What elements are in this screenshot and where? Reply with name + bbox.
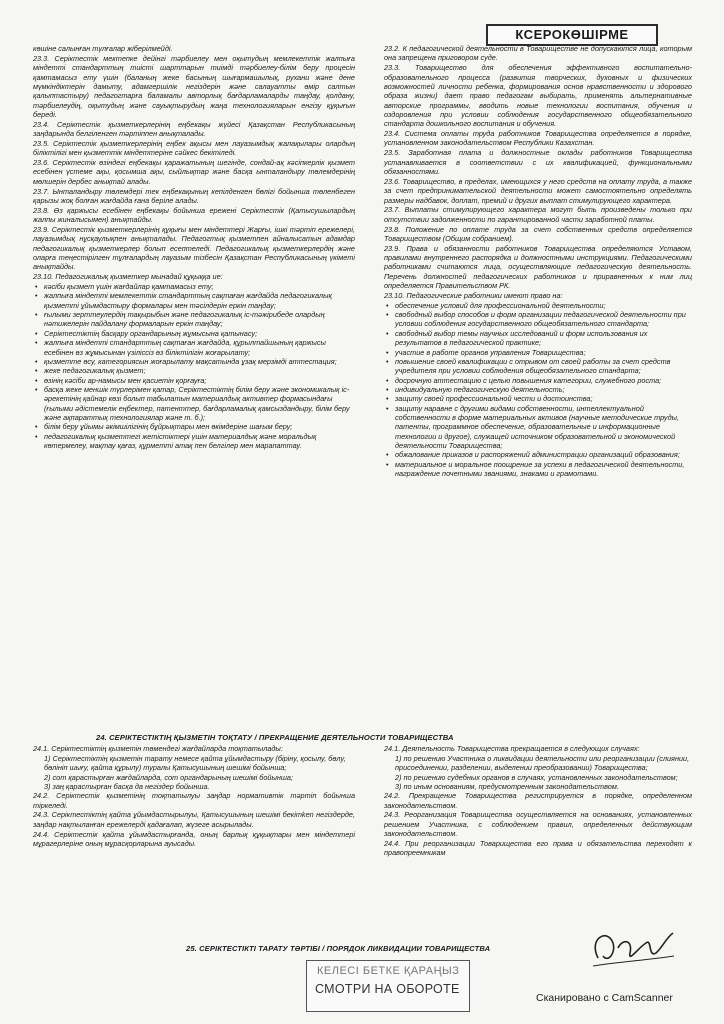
list-item: • обжалование приказов и распоряжений администрации организаций образования;: [384, 450, 692, 459]
list-item: 3) по иным основаниям, предусмотренным законодательством.: [395, 781, 619, 791]
paragraph: 23.8. Өз қаржысы есебінен еңбекақы бойынша ережені Серіктестік (Қатысушылардың жалпы жиналысымен) анықтайды.: [33, 205, 355, 225]
paragraph: 23.4. Система оплаты труда работников Товарищества определяется в порядке, установленном законодательством Республики Казахстан.: [384, 129, 692, 148]
list-item: • өзінің кәсіби ар-намысы мен қасиетін қорғауға;: [33, 376, 355, 385]
paragraph: 23.10. Педагогикалық қызметкер мынадай құқыққа ие:: [33, 272, 223, 282]
paragraph: 24.3. Реорганизация Товарищества осуществляется на основаниях, установленных решением Участника, с соблюдением правил, определенных действующим законодательством.: [384, 810, 692, 839]
paragraph: 24.1. Серіктестіктің қызметін төмендегі жағдайларда тоқтатылады:: [33, 744, 283, 753]
paragraph: 24.1. Деятельность Товарищества прекращается в следующих случаях:: [384, 744, 640, 753]
paragraph: 24.4. Серіктестік қайта ұйымдастырғанда, оның барлық құқықтары мен міндеттері мұрагерлеріне оның мұрасқорларына ауысады.: [33, 829, 355, 848]
list-item: • жалпыға міндетті стандарттың сақтаған жағдайда, құрылтайшының қаржысы есебінен өз жұмысынан үзіліссіз өз біліктілігін жоғарылату;: [33, 338, 355, 357]
right-column-russian: [384, 44, 692, 478]
list-item: • свободный выбор способов и форм организации педагогической деятельности при условии соблюдения государственного общеобязательного стандарта;: [384, 310, 692, 329]
paragraph: 24.2. Прекращение Товарищества регистрируется в порядке, определенном законодательством.: [384, 791, 692, 810]
list-item: • Серіктестіктің басқару органдарының жұмысына қатынасу;: [33, 329, 355, 338]
paragraph: 23.7. Ынталандыру төлемдері тек еңбекақының кепілденген бөлігі бойынша төленбеген қарызы жоқ болған жағдайда ғана беріле алады.: [33, 186, 355, 205]
list-item: 1) по решению Участника о ликвидации деятельности или реорганизации (слиянии, присоединении, разделении, выделении преобразовании) Товарищества;: [395, 753, 690, 773]
list-item: • ғылыми зерттеулердің тақырыбын және педагогикалық іс-тәжірибеде олардың нәтижелерін пайдалану формаларын еркін таңдау;: [33, 310, 355, 329]
list-item: • обеспечение условий для профессиональной деятельности;: [384, 301, 692, 310]
camscanner-footer: Сканировано с CamScanner: [536, 992, 673, 1004]
paragraph: көшіне салынған түлғалар жіберілмейді.: [33, 44, 173, 53]
paragraph: 24.3. Серіктестіктің қайта ұйымдастырылуы, Қатысушының шешімі бекітken негіздерде, заңдар нақтыланған ережелерді қадағалап, жүзеге асырылады.: [33, 810, 355, 829]
copy-stamp: КСЕРОКӨШІРМЕ: [486, 24, 658, 46]
paragraph: 23.5. Серіктестік қызметкерлерінің еңбек ақысы мен лауазымдық жалақылары олардың біліктілігі мен қызметтік міндеттеріне сәйкес бекітіледі.: [33, 138, 355, 158]
list-item: • участие в работе органов управления Товарищества;: [384, 348, 692, 357]
list-item: • материальное и моральное поощрение за успехи в педагогической деятельности, награждение почетными званиями, знаками и грамотами.: [384, 460, 692, 479]
paragraph: 23.7. Выплаты стимулирующего характера могут быть произведены только при отсутствии задолженности по гарантированной части заработной платы.: [384, 205, 692, 224]
paragraph: 24.2. Серіктестік қызметінің тоқтатылуы заңдар нормативтік тәртіп бойынша тіркеледі.: [33, 791, 355, 810]
list-item: • кәсіби қызмет үшін жағдайлар қамтамасыз ету;: [33, 282, 355, 291]
paragraph: 23.4. Серіктестік қызметкерлерінің еңбекақы жүйесі Қазақстан Республикасының заңдарында белгіленген тәртіппен анықталады.: [33, 119, 355, 139]
list-item: • защиту наравне с другими видами собственности, интеллектуальной собственности в форме материальных активов (научные методические труды, патенты, программное обеспечение, образовательные и информационные технологии и другое), служащей источником образовательной и экономической деятельности Товарищества;: [384, 404, 692, 451]
paragraph: 23.8. Положение по оплате труда за счет собственных средств определяется Товариществом (Общим собранием).: [384, 224, 692, 243]
list-item: • досрочную аттестацию с целью повышения категории, служебного роста;: [384, 376, 692, 385]
paragraph: 24.4. При реорганизации Товарищества его права и обязательства переходят к правопреемникам: [384, 838, 692, 858]
section-25-heading: 25. СЕРІКТЕСТІКТІ ТАРАТУ ТӘРТІБІ / ПОРЯДОК ЛИКВИДАЦИИ ТОВАРИЩЕСТВА: [186, 944, 491, 953]
list-item: • жалпыға міндетті мемлекеттік стандарттың сақтаған жағдайда педагогикалық қызметті ұйымдастыру формалары мен тәсілдерін еркін таңдау;: [33, 291, 355, 310]
handwritten-signature: [578, 918, 678, 978]
list-item: 2) сот қарастырған жағдайларда, сот органдарының шешімі бойынша;: [44, 772, 293, 782]
list-item: 1) Серіктестіктің қызметін тарату немесе қайта ұйымдастыру (біріну, қосылу, бөлу, бөлініп шығу, қайта құрылу) туралы Қатысушының шешімі бойынша;: [44, 753, 346, 773]
left-section-24-kazakh: [33, 744, 355, 849]
paragraph: 23.9. Права и обязанности работников Товарищества определяются Уставом, правилами внутреннего распорядка и должностными инструкциями. Педагогическими работниками считаются лица, осуществляющие педагогическую деятельность. Перечень должностей педагогических работников и приравненных к ним лиц определяется Правительством РК.: [384, 243, 692, 291]
list-item: 3) заң қарастырған басқа да негіздер бойынша.: [44, 781, 210, 791]
list-item: • қызметте өсу, категориясын жоғарылату мақсатында ұзақ мерзімді аттестация;: [33, 357, 355, 366]
paragraph: 23.3. Товарищество для обеспечения эффективного воспитательно-образовательного процесса (развития творческих, духовных и физических возможностей личности ребенка, формирования основ нравственности и здорового образа жизни) дает право педагогам выбирать, применять альтернативные авторские программы, вводить новые технологии воспитания, обучения и оздоровления при условии соблюдения государственного общеобязательного стандарта дошкольного воспитания и обучения.: [384, 63, 692, 129]
list-item: 2) по решению судебных органов в случаях, установленных законодательством;: [395, 772, 678, 782]
list-item: • басқа жеке меншік түрлерімен қатар, Серіктестіктің білім беру және экономикалық іс-әрекетінің қайнар көзі болып табылатын материалдық активтер формасындағы (ғылыми әдістемелік еңбектер, патенттер, бағдарламалық қамсыздандыру, білім беру және ақпараттық технологиялар және т. б.);: [33, 385, 355, 422]
list-item: • индивидуальную педагогическую деятельность;: [384, 385, 692, 394]
paragraph: 23.6. Товарищество, в пределах, имеющихся у него средств на оплату труда, а также за счет предпринимательской деятельности может самостоятельно определять размеры надбавок, доплат, премий и других выплат стимулирующего характера.: [384, 176, 692, 205]
section-24-heading: 24. СЕРІКТЕСТІКТІҢ ҚЫЗМЕТІН ТОҚТАТУ / ПРЕКРАЩЕНИЕ ДЕЯТЕЛЬНОСТИ ТОВАРИЩЕСТВА: [96, 733, 454, 742]
paragraph: 23.2. К педагогической деятельности в Товариществе не допускаются лица, которым она запрещена приговором суде.: [384, 44, 692, 63]
paragraph: 23.10. Педагогические работники имеют право на:: [384, 290, 563, 300]
list-item: • жеке педагогикалық қызмет;: [33, 366, 355, 375]
paragraph: 23.9. Серіктестік қызметкерлерінің құқығы мен міндеттері Жарғы, ішкі тәртіп ережелері, лауазымдық нұсқаулықпен анықталады. Педагогтық қызметпен айналысатын адамдар педагогикалық қызметкерлер болып есептеледі. Педагогикалық қызметкерлердің және оларға теңестірілген тұлғалардың лауазым тізбесін Қазақстан Республикасының үкіметі анықтайды.: [33, 225, 355, 272]
see-reverse-stamp: [306, 960, 470, 1012]
left-column-kazakh: [33, 44, 355, 450]
list-item: • свободный выбор темы научных исследований и форм использования их результатов в педагогической практике;: [384, 329, 692, 348]
list-item: • білім беру ұйымы әкімшілігінің бұйрықтары мен өкімдеріне шағым беру;: [33, 422, 355, 431]
list-item: • повышение своей квалификации с отрывом от своей работы за счет средств учредителя при условии соблюдения общеобязательного стандарта;: [384, 357, 692, 376]
right-section-24-russian: [384, 744, 692, 858]
paragraph: 23.5. Заработная плата и должностные оклады работников Товарищества устанавливается в соответствии с их квалификацией, функциональными обязанностями.: [384, 148, 692, 176]
list-item: • защиту своей профессиональной чести и достоинства;: [384, 394, 692, 403]
paragraph: 23.3. Серіктестік мектепке дейінгі тәрбиелеу мен оқытудың мемлекеттік жалпыға міндетті стандарттың тиісті шарттарын тиімді тәрбиелеу-білім беру процесін қамтамасыз ету үшін (баланың жеке басының шығармашылық, рухани және дене мүмкіндіктерін дамыту, адамгершілік негіздерін және салауатты өмір салтын қалыптастыру) педагогтарға баламалы авторлық бағдарламаларды таңдау, қолдану, тәрбиелеудің, оқытудың және сауықтырудың жаңа технологияларын енгізу құқығын береді.: [33, 53, 355, 119]
stamp-kazakh-text: КЕЛЕСІ БЕТКЕ ҚАРАҢЫЗ: [317, 965, 460, 977]
stamp-russian-text: СМОТРИ НА ОБОРОТЕ: [315, 982, 460, 996]
paragraph: 23.6. Серіктестік өзіндегі еңбекақы қаражатының шегінде, сондай-ақ кәсіпкерлік қызмет есебінен үстеме ақы, қосымша ақы, сыйлықтар және басқа ынталандыру төлемдерінің мөлшерін дербес анықтай алады.: [33, 158, 355, 186]
list-item: • педагогикалық қызметтегі жетістіктері үшін материалдық және моральдық көтермелеу, мақтау қағаз, құрметті атақ пен белгілер мен марапаттау.: [33, 432, 355, 451]
